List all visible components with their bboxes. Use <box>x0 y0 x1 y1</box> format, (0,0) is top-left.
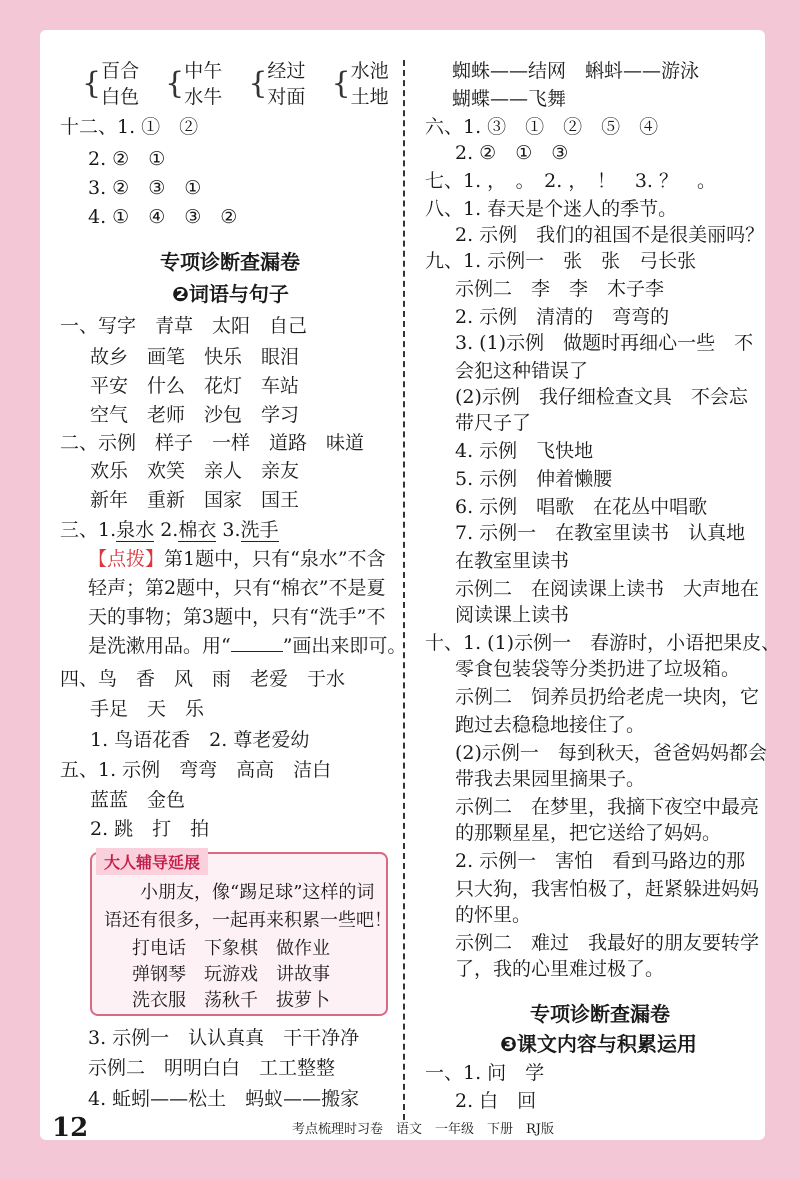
answer-line: 九、1. 示例一 张 张 弓长张 <box>425 250 697 272</box>
answer-line: 欢乐 欢笑 亲人 亲友 <box>90 460 300 482</box>
answer-line: 1. 鸟语花香 2. 尊老爱幼 <box>90 729 310 751</box>
answer-line: 带我去果园里摘果子。 <box>455 768 646 790</box>
box-line: 语还有很多，一起再来积累一些吧！ <box>104 910 392 931</box>
answer-line: 示例二 饲养员扔给老虎一块肉，它 <box>455 686 760 708</box>
underlined-word: 洗手 <box>240 519 279 541</box>
answer-line: (2)示例一 每到秋天，爸爸妈妈都会 <box>455 742 767 764</box>
answer-line: 蓝蓝 金色 <box>90 789 186 811</box>
answer-line: 4. 示例 飞快地 <box>455 440 594 462</box>
section-subtitle: ❸课文内容与积累运用 <box>500 1032 697 1056</box>
answer-line: 十、1. (1)示例一 春游时，小语把果皮、 <box>425 632 781 654</box>
answer-line: 2. 白 回 <box>455 1090 537 1112</box>
answer-line: 八、1. 春天是个迷人的季节。 <box>425 198 678 220</box>
section-title: 专项诊断查漏卷 <box>530 1002 670 1026</box>
section-title: 专项诊断查漏卷 <box>160 250 300 274</box>
underlined-word: 棉衣 <box>178 519 217 541</box>
word: 对面 <box>267 86 306 108</box>
answer-line: 五、1. 示例 弯弯 高高 洁白 <box>60 759 332 781</box>
answer-line: 一、1. 问 学 <box>425 1062 545 1084</box>
answer-line: 蝴蝶——飞舞 <box>452 88 567 110</box>
label: 2. <box>154 519 179 541</box>
answer-line: 阅读课上读书 <box>455 604 570 626</box>
answer-line: 2. 示例 清清的 弯弯的 <box>455 306 670 328</box>
answer-line: 只大狗，我害怕极了，赶紧躲进妈妈 <box>455 878 760 900</box>
answer-line: 示例二 明明白白 工工整整 <box>88 1057 336 1079</box>
page-number: 12 <box>52 1113 89 1143</box>
tip-text: 第1题中，只有“泉水”不含 <box>164 548 386 570</box>
answer-line: 六、1. ③ ① ② ⑤ ④ <box>425 116 659 138</box>
answer-line: 3. (1)示例 做题时再细心一些 不 <box>455 332 754 354</box>
answer-line: 7. 示例一 在教室里读书 认真地 <box>455 522 746 544</box>
label: 三、1. <box>60 519 117 541</box>
word: 水牛 <box>184 86 223 108</box>
word: 水池 <box>350 60 389 82</box>
blank-underline <box>231 651 283 652</box>
answer-line: 2. ② ① ③ <box>455 142 569 164</box>
answer-line: 零食包装袋等分类扔进了垃圾箱。 <box>455 658 741 680</box>
box-line: 小朋友，像“踢足球”这样的词 <box>140 882 375 903</box>
tip-text: 是洗漱用品。用“ <box>88 635 231 657</box>
answer-line: 新年 重新 国家 国王 <box>90 489 300 511</box>
tip-line: 轻声；第2题中，只有“棉衣”不是夏 <box>88 577 386 599</box>
answer-line: 四、鸟 香 风 雨 老爱 于水 <box>60 668 346 690</box>
underlined-word: 泉水 <box>116 519 155 541</box>
word: 经过 <box>267 60 306 82</box>
answer-line: 在教室里读书 <box>455 550 570 572</box>
answer-line: 带尺子了 <box>455 412 532 434</box>
answer-line: 二、示例 样子 一样 道路 味道 <box>60 432 365 454</box>
tip-line: 天的事物；第3题中，只有“洗手”不 <box>88 606 386 628</box>
box-line: 弹钢琴 玩游戏 讲故事 <box>132 964 330 985</box>
answer-line: 十二、1. ① ② <box>60 116 199 138</box>
answer-line: 6. 示例 唱歌 在花丛中唱歌 <box>455 496 708 518</box>
answer-line: 3. ② ③ ① <box>88 177 202 199</box>
answer-line-underlined <box>60 517 279 543</box>
footer-text: 考点梳理时习卷 语文 一年级 下册 RJ版 <box>292 1122 554 1137</box>
answer-line: 空气 老师 沙包 学习 <box>90 404 300 426</box>
word-pairs: { 百合 白色 { 中午 水牛 { 经过 对面 { 水池 土地 <box>82 60 389 108</box>
tutor-extension-title: 大人辅导延展 <box>96 848 208 875</box>
box-line: 打电话 下象棋 做作业 <box>132 938 330 959</box>
box-line: 洗衣服 荡秋千 拔萝卜 <box>132 990 330 1011</box>
answer-line: 了，我的心里难过极了。 <box>455 958 665 980</box>
answer-line: 3. 示例一 认认真真 干干净净 <box>88 1027 360 1049</box>
tip-line <box>88 633 406 659</box>
answer-line: 示例二 李 李 木子李 <box>455 278 665 300</box>
answer-line: 七、1. ， 。 2. ， ！ 3. ？ 。 <box>425 170 717 192</box>
answer-line: 会犯这种错误了 <box>455 360 589 382</box>
answer-line: 示例二 难过 我最好的朋友要转学 <box>455 932 760 954</box>
answer-line: 手足 天 乐 <box>90 698 205 720</box>
answer-line: 跑过去稳稳地接住了。 <box>455 714 646 736</box>
answer-line: 2. 示例一 害怕 看到马路边的那 <box>455 850 746 872</box>
answer-line: 4. ① ④ ③ ② <box>88 206 238 228</box>
answer-line: 2. 示例 我们的祖国不是很美丽吗？ <box>455 224 765 246</box>
tip-line <box>88 546 386 572</box>
answer-line: 故乡 画笔 快乐 眼泪 <box>90 346 300 368</box>
answer-line: 示例二 在梦里，我摘下夜空中最亮 <box>455 796 760 818</box>
answer-line: 一、写字 青草 太阳 自己 <box>60 315 308 337</box>
column-divider <box>403 60 405 1120</box>
answer-line: 的怀里。 <box>455 904 532 926</box>
answer-line: 4. 蚯蚓——松土 蚂蚁——搬家 <box>88 1088 360 1110</box>
answer-line: 蜘蛛——结网 蝌蚪——游泳 <box>452 60 700 82</box>
word: 白色 <box>101 86 140 108</box>
answer-line: 的那颗星星，把它送给了妈妈。 <box>455 822 722 844</box>
answer-line: 2. 跳 打 拍 <box>90 818 210 840</box>
answer-line: 5. 示例 伸着懒腰 <box>455 468 613 490</box>
answer-line: 示例二 在阅读课上读书 大声地在 <box>455 578 760 600</box>
tip-label: 【点拨】 <box>88 548 165 570</box>
answer-line: (2)示例 我仔细检查文具 不会忘 <box>455 386 748 408</box>
label: 3. <box>216 519 241 541</box>
word: 土地 <box>350 86 389 108</box>
section-subtitle: ❷词语与句子 <box>172 282 289 306</box>
answer-line: 平安 什么 花灯 车站 <box>90 375 300 397</box>
tip-text: ”画出来即可。 <box>282 635 407 657</box>
answer-line: 2. ② ① <box>88 148 166 170</box>
word: 百合 <box>101 60 140 82</box>
word: 中午 <box>184 60 223 82</box>
